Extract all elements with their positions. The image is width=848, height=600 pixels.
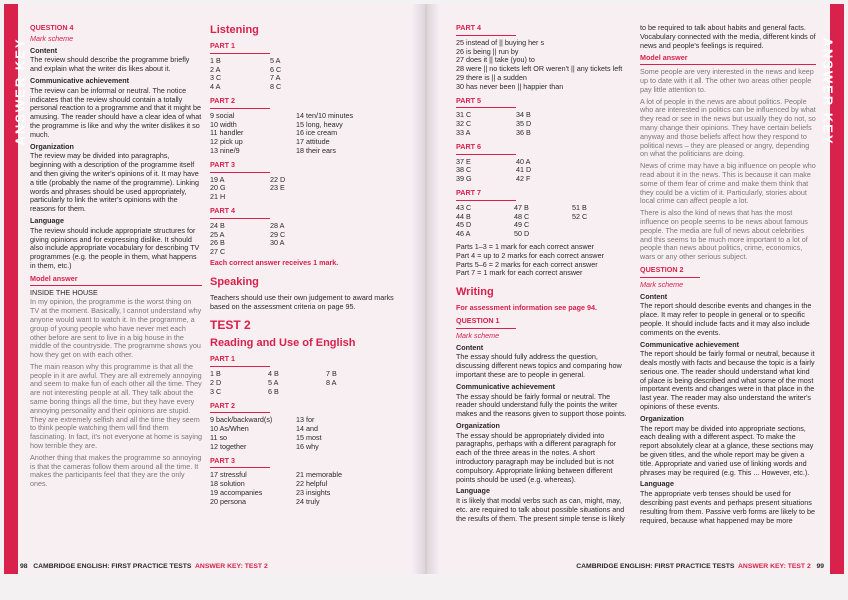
divider bbox=[210, 108, 270, 109]
reading-part-4-answers bbox=[456, 39, 632, 92]
answer: 13 nine/9 bbox=[210, 145, 240, 155]
answer: 6 C bbox=[270, 64, 282, 74]
model-answer-heading: Model answer bbox=[640, 53, 688, 63]
answer bbox=[270, 248, 330, 257]
answer: 4 A bbox=[210, 82, 221, 92]
answer: 19 A bbox=[210, 174, 225, 184]
answer: 22 helpful bbox=[296, 479, 328, 489]
reading-part-3-label: PART 3 bbox=[210, 455, 236, 465]
reading-heading: Reading and Use of English bbox=[210, 337, 356, 350]
divider bbox=[210, 467, 270, 468]
answer: 11 handler bbox=[210, 128, 244, 138]
column-2 bbox=[210, 24, 400, 506]
answer bbox=[326, 388, 384, 397]
reading-part-7-answers bbox=[456, 204, 632, 239]
answer: 23 E bbox=[270, 183, 285, 193]
answer-line: 29 there is || a sudden bbox=[456, 72, 527, 82]
answer: 14 ten/10 minutes bbox=[296, 110, 354, 120]
answer: 1 B bbox=[210, 55, 221, 65]
reading-part-2-label: PART 2 bbox=[210, 400, 236, 410]
model-paragraph-2: The main reason why this programme is that all the people in it are awful. They are all extremely annoying and seem to make fun of each other all the time. They are not interesting people at all. They talk about the same boring things all the time, but they have every annoying personality and their opinions are stupid. They are extremely selfish and all the time they seem to think people watching them will find them fascinating. In fact, it's not everyone at home is saying how terrible they are. bbox=[30, 361, 202, 451]
answer-line: 28 were || no tickets left OR weren't || any tickets left bbox=[456, 64, 623, 74]
divider bbox=[456, 200, 516, 201]
answer: 35 D bbox=[516, 119, 532, 129]
answer: 32 C bbox=[456, 119, 472, 129]
answer: 8 A bbox=[326, 377, 337, 387]
answer: 4 B bbox=[268, 369, 279, 379]
content-heading: Content bbox=[456, 342, 484, 352]
answer: 27 C bbox=[210, 247, 226, 257]
model-paragraph-1: Some people are very interested in the news and keep up to date with it all. The other two areas other people pay little attention to. bbox=[640, 67, 814, 94]
listening-part-3-answers bbox=[210, 176, 400, 202]
communicative-heading: Communicative achievement bbox=[30, 75, 130, 85]
answer: 7 B bbox=[326, 369, 337, 379]
listening-part-4-label: PART 4 bbox=[210, 205, 236, 215]
divider bbox=[210, 172, 270, 173]
answer: 11 so bbox=[210, 432, 228, 442]
listening-part-1-answers bbox=[210, 57, 400, 92]
answer: 38 C bbox=[456, 165, 472, 175]
organization-heading: Organization bbox=[456, 420, 500, 430]
divider bbox=[456, 35, 516, 36]
reading-part-6-answers bbox=[456, 158, 632, 184]
answer: 31 C bbox=[456, 110, 472, 120]
answer: 6 B bbox=[268, 386, 279, 396]
answer: 9 back/backward(s) bbox=[210, 415, 273, 425]
organization-text: The review may be divided into paragraphs, beginning with a description of the programme itself and then giving the writer's opinions of it. It may have a title (probably the name of the programme). Linking words and phrases should be used appropriately, particularly to link the writer's opinions with the reasons for them. bbox=[30, 151, 199, 214]
mark-scheme-label: Mark scheme bbox=[456, 330, 500, 340]
answer: 16 ice cream bbox=[296, 128, 338, 138]
language-continued-text: to be required to talk about habits and general facts. Vocabulary connected with the media, different kinds of news and people's feelings is required. bbox=[640, 23, 816, 50]
answer: 48 C bbox=[514, 211, 530, 221]
model-paragraph-1: In my opinion, the programme is the worst thing on TV at the moment. Basically, I cannot understand why anyone would want to watch it. In the programme, a group of young people who have never met each other before are sent to live in a big house in the middle of the countryside. The programme shows you how they get on with each other. bbox=[30, 297, 202, 360]
answer: 9 social bbox=[210, 110, 235, 120]
reading-part-5-label: PART 5 bbox=[456, 95, 482, 105]
answer-line: 25 instead of || buying her s bbox=[456, 37, 545, 47]
answer: 26 B bbox=[210, 238, 225, 248]
book-gutter bbox=[412, 4, 440, 574]
answer: 17 stressful bbox=[210, 470, 247, 480]
organization-heading: Organization bbox=[30, 141, 74, 151]
answer: 12 pick up bbox=[210, 137, 243, 147]
answer: 24 truly bbox=[296, 496, 320, 506]
speaking-text: Teachers should use their own judgement to award marks based on the assessment criteria on page 95. bbox=[210, 292, 394, 311]
writing-heading: Writing bbox=[456, 286, 494, 299]
divider bbox=[210, 412, 270, 413]
communicative-heading: Communicative achievement bbox=[640, 339, 740, 349]
answer: 17 attitude bbox=[296, 137, 330, 147]
answer: 3 C bbox=[210, 73, 222, 83]
content-heading: Content bbox=[640, 291, 668, 301]
organization-text: The report may be divided into appropriate sections, each dealing with a different aspect. To make the report absolutely clear at a glance, these sections may be given titles, and the whole report may be given a title. Appropriate and varied use of linking words and phrases may be required (e.g. This ... However, etc.). bbox=[640, 423, 814, 477]
answer: 8 C bbox=[270, 82, 282, 92]
reading-part-1-answers bbox=[210, 370, 400, 396]
content-text: The report should describe events and changes in the place. It may refer to people in general or to specific people. It should include facts and it may also include comments on the events. bbox=[640, 301, 812, 337]
communicative-text: The essay should be fairly formal or neutral. The reader should understand fully the points the writer makes and the reasons given to support those points. bbox=[456, 391, 627, 419]
answer: 46 A bbox=[456, 229, 471, 239]
sidebar-label-right: ANSWER KEY bbox=[820, 37, 836, 146]
answer-line: 26 is being || run by bbox=[456, 46, 519, 56]
book-title: CAMBRIDGE ENGLISH: FIRST PRACTICE TESTS bbox=[33, 563, 192, 570]
answer: 40 A bbox=[516, 156, 531, 166]
answer: 14 and bbox=[296, 424, 318, 434]
divider bbox=[456, 107, 516, 108]
communicative-text: The report should be fairly formal or neutral, because it deals mostly with facts and because the topic is a fairly serious one. The reader should understand what kind of place is being described and what some of the most important events and changes were in that place in the last year. The reader may also understand the writer's opinions of these events. bbox=[640, 349, 815, 412]
answer: 44 B bbox=[456, 211, 471, 221]
language-text: The appropriate verb tenses should be used for describing past events and perhaps present situations resulting from them. Passive verb forms are likely to be required, because what happened may be more bbox=[640, 489, 815, 525]
column-4 bbox=[640, 24, 816, 528]
answer bbox=[572, 221, 630, 230]
answer: 12 together bbox=[210, 441, 247, 451]
right-page bbox=[426, 4, 844, 574]
listening-part-2-label: PART 2 bbox=[210, 95, 236, 105]
answer: 41 D bbox=[516, 165, 532, 175]
answer: 29 C bbox=[270, 229, 286, 239]
answer: 39 G bbox=[456, 174, 472, 184]
model-paragraph-2: A lot of people in the news are about politics. People who are interested in politics can be influenced by what they read or see in the news but usually they do not, so many change their opinions. They have certain beliefs anyway and those beliefs affect how they respond to political news – they are pleased or angry, depending on what the politicians are doing. bbox=[640, 96, 816, 159]
book-title: CAMBRIDGE ENGLISH: FIRST PRACTICE TESTS bbox=[576, 563, 735, 570]
answer: 49 C bbox=[514, 220, 530, 230]
communicative-heading: Communicative achievement bbox=[456, 381, 556, 391]
test-2-heading: TEST 2 bbox=[210, 318, 251, 333]
answer: 19 accompanies bbox=[210, 487, 263, 497]
answer: 33 A bbox=[456, 127, 471, 137]
answer: 21 memorable bbox=[296, 470, 342, 480]
marks-line: Parts 5–6 = 2 marks for each correct answer bbox=[456, 259, 598, 269]
answer: 10 As/When bbox=[210, 424, 249, 434]
answer: 30 A bbox=[270, 238, 285, 248]
organization-text: The essay should be appropriately divided into paragraphs, perhaps with a different paragraph for each of the three areas in the notes. A short introductory paragraph may be included but is not compulsory. Appropriate linking between different points should be used (e.g. whereas). bbox=[456, 430, 617, 484]
mark-scheme-label: Mark scheme bbox=[640, 279, 684, 289]
question-2-heading: QUESTION 2 bbox=[640, 264, 684, 274]
right-footer bbox=[576, 563, 824, 570]
reading-part-5-answers bbox=[456, 111, 632, 137]
answer: 42 F bbox=[516, 174, 531, 184]
answer: 18 solution bbox=[210, 479, 245, 489]
column-1 bbox=[30, 24, 202, 492]
divider bbox=[456, 154, 516, 155]
left-page bbox=[4, 4, 426, 574]
answer: 18 their ears bbox=[296, 145, 336, 155]
column-3 bbox=[456, 24, 632, 527]
answer-line: 30 has never been || happier than bbox=[456, 81, 564, 91]
answer: 5 A bbox=[270, 55, 281, 65]
marks-line: Part 4 = up to 2 marks for each correct answer bbox=[456, 250, 605, 260]
question-1-heading: QUESTION 1 bbox=[456, 315, 500, 325]
reading-part-2-answers bbox=[210, 416, 400, 451]
organization-heading: Organization bbox=[640, 413, 684, 423]
reading-part-4-label: PART 4 bbox=[456, 23, 482, 32]
answer: 51 B bbox=[572, 202, 587, 212]
communicative-text: The review can be informal or neutral. The notice indicates that the review should contain a totally personal reaction to a programme and that it might be amusing. The reader should have a clear idea of what the programme is like and why the writer dislikes it so much. bbox=[30, 85, 202, 139]
answer: 23 insights bbox=[296, 487, 331, 497]
page-number: 99 bbox=[816, 563, 824, 570]
answer: 10 width bbox=[210, 119, 237, 129]
section-label: ANSWER KEY: TEST 2 bbox=[738, 563, 811, 570]
content-text: The review should describe the programme briefly and explain what the writer dis likes about it. bbox=[30, 55, 190, 74]
answer: 5 A bbox=[268, 377, 279, 387]
answer: 2 A bbox=[210, 64, 221, 74]
mark-scheme-label: Mark scheme bbox=[30, 33, 74, 43]
answer: 43 C bbox=[456, 202, 472, 212]
answer: 24 B bbox=[210, 220, 225, 230]
answer: 13 for bbox=[296, 415, 315, 425]
answer: 3 C bbox=[210, 386, 222, 396]
each-correct-note: Each correct answer receives 1 mark. bbox=[210, 257, 339, 267]
answer: 37 E bbox=[456, 156, 471, 166]
content-text: The essay should fully address the question, discussing different news topics and comparing how important these are to people in general. bbox=[456, 352, 622, 379]
listening-part-4-answers bbox=[210, 222, 400, 257]
answer: 2 D bbox=[210, 377, 222, 387]
listening-part-2-answers bbox=[210, 112, 400, 156]
answer: 50 D bbox=[514, 229, 530, 239]
model-answer-heading: Model answer bbox=[30, 273, 78, 283]
listening-part-3-label: PART 3 bbox=[210, 159, 236, 169]
model-title: INSIDE THE HOUSE bbox=[30, 287, 98, 297]
answer: 7 A bbox=[270, 73, 281, 83]
page-number: 98 bbox=[20, 563, 28, 570]
divider bbox=[640, 277, 700, 278]
divider bbox=[210, 366, 270, 367]
marks-line: Parts 1–3 = 1 mark for each correct answer bbox=[456, 241, 595, 251]
divider bbox=[210, 218, 270, 219]
answer: 36 B bbox=[516, 127, 531, 137]
language-text: It is likely that modal verbs such as can, might, may, etc. are required to talk about possible situations and the results of them. The present simple tense is likely bbox=[456, 496, 625, 523]
answer: 21 H bbox=[210, 192, 226, 202]
book-spread bbox=[4, 4, 844, 574]
model-paragraph-3: Another thing that makes the programme so annoying is that the cameras follow them around all the time. It makes the participants feel that they are the only ones. bbox=[30, 452, 202, 489]
reading-part-6-label: PART 6 bbox=[456, 141, 482, 151]
answer: 20 persona bbox=[210, 496, 246, 506]
language-heading: Language bbox=[456, 486, 490, 496]
answer-line: 27 does it || take (you) to bbox=[456, 55, 535, 65]
content-heading: Content bbox=[30, 45, 58, 55]
model-paragraph-3: News of crime may have a big influence on people who read about it in the news. This is because it can make some of them fear of crime and make them think that they could be a victim of it. Particularly, stories about local crime can affect people a lot. bbox=[640, 161, 816, 206]
divider bbox=[640, 64, 816, 65]
section-label: ANSWER KEY: TEST 2 bbox=[195, 563, 268, 570]
marks-line: Part 7 = 1 mark for each correct answer bbox=[456, 268, 583, 278]
reading-part-3-answers bbox=[210, 471, 400, 506]
speaking-heading: Speaking bbox=[210, 275, 259, 288]
language-heading: Language bbox=[640, 479, 674, 489]
language-heading: Language bbox=[30, 215, 64, 225]
answer bbox=[572, 230, 630, 239]
answer: 52 C bbox=[572, 211, 588, 221]
divider bbox=[210, 53, 270, 54]
answer: 16 why bbox=[296, 441, 319, 451]
answer: 34 B bbox=[516, 110, 531, 120]
listening-part-1-label: PART 1 bbox=[210, 41, 236, 50]
divider bbox=[456, 328, 516, 329]
answer: 45 D bbox=[456, 220, 472, 230]
question-4-heading: QUESTION 4 bbox=[30, 23, 74, 32]
answer: 28 A bbox=[270, 220, 285, 230]
answer: 1 B bbox=[210, 369, 221, 379]
answer: 47 B bbox=[514, 202, 529, 212]
reading-part-7-label: PART 7 bbox=[456, 187, 482, 197]
answer: 25 A bbox=[210, 229, 225, 239]
answer: 15 long, heavy bbox=[296, 119, 343, 129]
language-text: The review should include appropriate structures for giving opinions and for expressing dislike. It should also include appropriate vocabulary for describing TV programmes (e.g. the people in them, what happens in them, etc.) bbox=[30, 225, 200, 270]
answer: 22 D bbox=[270, 174, 286, 184]
answer: 20 G bbox=[210, 183, 226, 193]
listening-heading: Listening bbox=[210, 24, 259, 36]
sidebar-label-left: ANSWER KEY bbox=[12, 37, 28, 146]
assessment-note: For assessment information see page 94. bbox=[456, 303, 598, 313]
answer: 15 most bbox=[296, 432, 322, 442]
marks-summary bbox=[456, 243, 632, 278]
model-paragraph-4: There is also the kind of news that has the most influence on people seems to be news about famous people. The media are full of news about celebrities and this seems to be much more important to a lot of people than news about politics, crime, economics, wars or any other serious subject. bbox=[640, 208, 808, 262]
answer bbox=[270, 193, 330, 202]
reading-part-1-label: PART 1 bbox=[210, 354, 236, 364]
left-footer bbox=[20, 563, 268, 570]
divider bbox=[30, 285, 202, 286]
